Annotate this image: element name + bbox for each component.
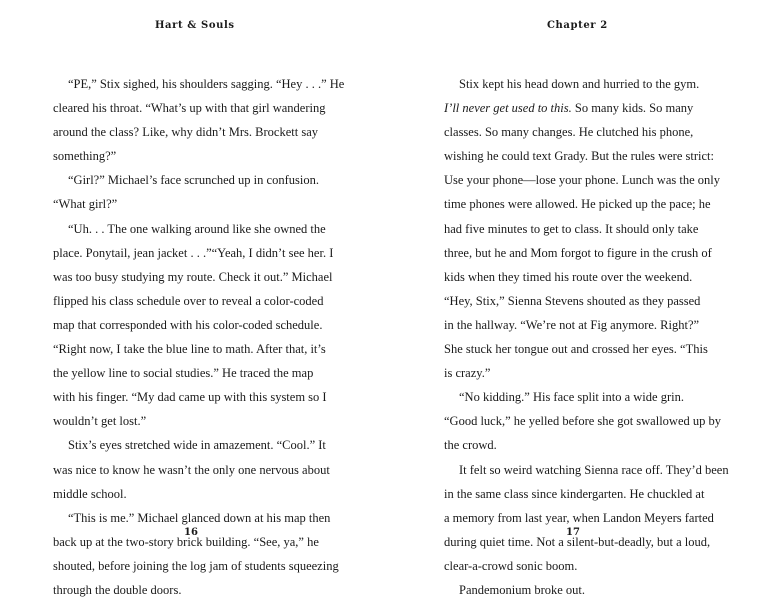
text-line bbox=[53, 265, 333, 289]
text-line bbox=[444, 168, 720, 192]
text-line bbox=[53, 458, 330, 482]
text-line bbox=[444, 289, 716, 313]
line-text: “Uh. . . The one walking around like she owned the bbox=[68, 221, 326, 236]
line-text: Stix’s eyes stretched wide in amazement. “Cool.” It bbox=[68, 438, 326, 453]
left-page bbox=[0, 0, 384, 597]
text-line bbox=[53, 168, 327, 192]
text-line bbox=[53, 289, 327, 313]
running-head-book-title: Hart & Souls bbox=[155, 20, 235, 31]
line-text: shouted, before joining the log jam of students squeezing bbox=[53, 558, 339, 573]
line-text: a memory from last year, when Landon Meyers farted bbox=[444, 510, 714, 525]
page-number-right: 17 bbox=[566, 527, 580, 538]
text-line bbox=[53, 554, 339, 578]
line-text: middle school. bbox=[53, 486, 127, 501]
line-text: Pandemonium broke out. bbox=[459, 582, 586, 597]
line-text: “What girl?” bbox=[53, 197, 118, 212]
line-text: cleared his throat. “What’s up with that girl wandering bbox=[53, 101, 326, 116]
text-line bbox=[444, 578, 716, 602]
line-text: kids when they timed his route over the weekend. bbox=[444, 269, 693, 284]
text-line bbox=[53, 72, 345, 96]
text-line bbox=[444, 217, 716, 241]
line-text: “Right now, I take the blue line to math. After that, it’s bbox=[53, 342, 326, 357]
text-line bbox=[53, 144, 327, 168]
text-line bbox=[444, 554, 716, 578]
line-text: is crazy.” bbox=[444, 366, 491, 381]
right-page-body-text bbox=[444, 72, 729, 602]
running-head-chapter: Chapter 2 bbox=[547, 20, 608, 31]
line-text: through the double doors. bbox=[53, 582, 182, 597]
line-text: “No kidding.” His face split into a wide grin. bbox=[459, 390, 684, 405]
page-number-left: 16 bbox=[184, 527, 198, 538]
line-text: the yellow line to social studies.” He traced the map bbox=[53, 366, 314, 381]
text-line bbox=[53, 313, 327, 337]
line-text: classes. So many changes. He clutched his phone, bbox=[444, 125, 694, 140]
text-line bbox=[53, 337, 327, 361]
text-line bbox=[444, 241, 716, 265]
line-text: flipped his class schedule over to reveal a color-coded bbox=[53, 293, 324, 308]
line-text: back up at the two-story brick building. “See, ya,” he bbox=[53, 534, 319, 549]
text-line bbox=[444, 337, 716, 361]
line-text: with his finger. “My dad came up with this system so I bbox=[53, 390, 327, 405]
text-line bbox=[53, 217, 327, 241]
line-text: wishing he could text Grady. But the rules were strict: bbox=[444, 149, 714, 164]
text-line bbox=[444, 433, 716, 457]
text-line bbox=[53, 433, 327, 457]
text-line bbox=[53, 192, 327, 216]
text-line bbox=[444, 120, 716, 144]
text-line bbox=[444, 96, 716, 120]
text-line bbox=[444, 506, 716, 530]
line-text: It felt so weird watching Sienna race off. They’d been bbox=[459, 462, 729, 477]
line-text: “Good luck,” he yelled before she got swallowed up by bbox=[444, 414, 722, 429]
text-line bbox=[53, 120, 327, 144]
line-text: in the hallway. “We’re not at Fig anymore. Right?” bbox=[444, 317, 700, 332]
text-line bbox=[444, 144, 716, 168]
left-page-body-text bbox=[53, 72, 345, 602]
line-text: She stuck her tongue out and crossed her eyes. “This bbox=[444, 342, 708, 357]
text-line bbox=[444, 385, 716, 409]
line-text: around the class? Like, why didn’t Mrs. Brockett say bbox=[53, 125, 318, 140]
line-text: map that corresponded with his color-coded schedule. bbox=[53, 317, 323, 332]
line-text: place. Ponytail, jean jacket . . .”“Yeah, I didn’t see her. I bbox=[53, 245, 334, 260]
line-text: time phones were allowed. He picked up the pace; he bbox=[444, 197, 711, 212]
text-line bbox=[53, 385, 327, 409]
text-line bbox=[444, 361, 716, 385]
line-text: something?” bbox=[53, 149, 117, 164]
text-line bbox=[444, 313, 716, 337]
line-text: clear-a-crowd sonic boom. bbox=[444, 558, 578, 573]
text-line bbox=[444, 458, 729, 482]
text-line bbox=[53, 482, 327, 506]
line-text: So many kids. So many bbox=[571, 101, 694, 116]
line-text: wouldn’t get lost.” bbox=[53, 414, 147, 429]
text-line bbox=[53, 578, 327, 602]
line-text: the crowd. bbox=[444, 438, 497, 453]
line-text: during quiet time. Not a silent-but-deadly, but a loud, bbox=[444, 534, 711, 549]
line-text: three, but he and Mom forgot to figure in the crush of bbox=[444, 245, 712, 260]
line-text: Use your phone—lose your phone. Lunch was the only bbox=[444, 173, 720, 188]
text-line bbox=[444, 482, 716, 506]
line-text: “This is me.” Michael glanced down at his map then bbox=[68, 510, 331, 525]
line-text: “PE,” Stix sighed, his shoulders sagging. “Hey . . .” He bbox=[68, 77, 345, 91]
italic-thought: I’ll never get used to this. bbox=[444, 101, 572, 116]
text-line bbox=[53, 361, 327, 385]
text-line bbox=[444, 192, 716, 216]
text-line bbox=[444, 409, 722, 433]
line-text: in the same class since kindergarten. He chuckled at bbox=[444, 486, 705, 501]
line-text: was too busy studying my route. Check it out.” Michael bbox=[53, 269, 333, 284]
text-line bbox=[53, 409, 327, 433]
text-line bbox=[53, 96, 327, 120]
line-text: Stix kept his head down and hurried to the gym. bbox=[459, 77, 700, 91]
line-text: had five minutes to get to class. It should only take bbox=[444, 221, 699, 236]
right-page bbox=[384, 0, 768, 597]
text-line bbox=[53, 241, 334, 265]
line-text: “Hey, Stix,” Sienna Stevens shouted as they passed bbox=[444, 293, 701, 308]
text-line bbox=[444, 265, 716, 289]
line-text: was nice to know he wasn’t the only one nervous about bbox=[53, 462, 330, 477]
text-line bbox=[444, 530, 716, 554]
line-text: “Girl?” Michael’s face scrunched up in confusion. bbox=[68, 173, 319, 188]
text-line bbox=[444, 72, 716, 96]
